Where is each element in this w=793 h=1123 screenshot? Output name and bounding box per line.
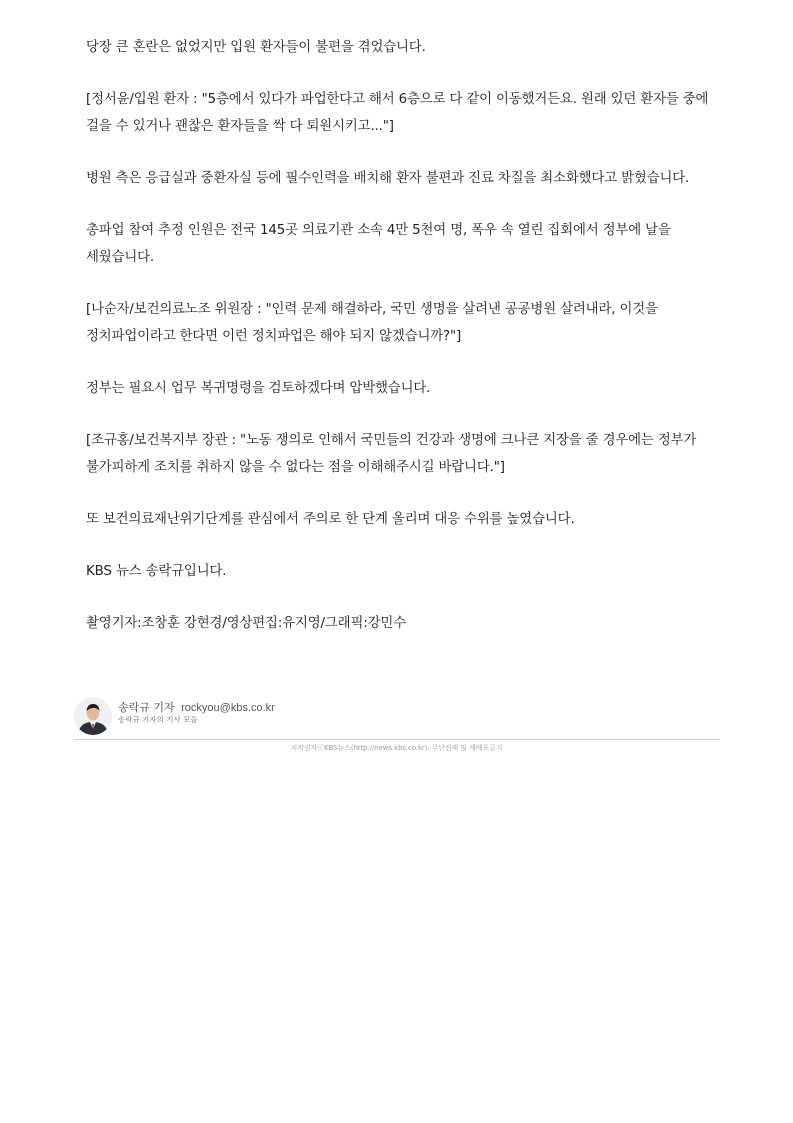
article-paragraph: 또 보건의료재난위기단계를 관심에서 주의로 한 단계 올리며 대응 수위를 높였습니다.: [86, 512, 575, 527]
reporter-email-link[interactable]: rockyou@kbs.co.kr: [181, 702, 275, 714]
reporter-articles-link[interactable]: 송락규 기자의 기사 모음: [118, 715, 198, 724]
article-paragraph: 당장 큰 혼란은 없었지만 입원 환자들이 불편을 겪었습니다.: [86, 40, 426, 55]
reporter-name[interactable]: 송락규 기자: [118, 701, 175, 714]
reporter-photo-icon: [74, 697, 112, 735]
article-quote: [나순자/보건의료노조 위원장 : "인력 문제 해결하라, 국민 생명을 살려낸 공공병원 살려내라, 이것을 정치파업이라고 한다면 이런 정치파업은 해야 되지 않겠습니까?"]: [86, 302, 658, 344]
article-quote: [정서윤/입원 환자 : "5층에서 있다가 파업한다고 해서 6층으로 다 같이 이동했거든요. 원래 있던 환자들 중에 걸을 수 있거나 괜찮은 환자들을 싹 다 퇴원시키고..."]: [86, 92, 709, 134]
article-paragraph: 총파업 참여 추정 인원은 전국 145곳 의료기관 소속 4만 5천여 명, 폭우 속 열린 집회에서 정부에 날을 세웠습니다.: [86, 223, 671, 265]
article-credits: 촬영기자:조창훈 강현경/영상편집:유지영/그래픽:강민수: [86, 616, 406, 631]
reporter-avatar: [74, 697, 112, 735]
article-paragraph: 병원 측은 응급실과 중환자실 등에 필수인력을 배치해 환자 불편과 진료 차질을 최소화했다고 밝혔습니다.: [86, 171, 690, 186]
reporter-name-line: [118, 699, 275, 715]
article-quote: [조규홍/보건복지부 장관 : "노동 쟁의로 인해서 국민들의 건강과 생명에 크나큰 지장을 줄 경우에는 정부가 불가피하게 조치를 취하지 않을 수 없다는 점을 이해해주시길 바랍니다."]: [86, 433, 697, 475]
article-body: [86, 34, 726, 662]
reporter-byline: [74, 697, 720, 740]
copyright-notice: 저작권자ⓒKBS뉴스(http://news.kbs.co.kr). 무단전재 및 재배포금지: [290, 744, 503, 752]
article-signoff: KBS 뉴스 송락규입니다.: [86, 564, 227, 579]
article-paragraph: 정부는 필요시 업무 복귀명령을 검토하겠다며 압박했습니다.: [86, 381, 431, 396]
